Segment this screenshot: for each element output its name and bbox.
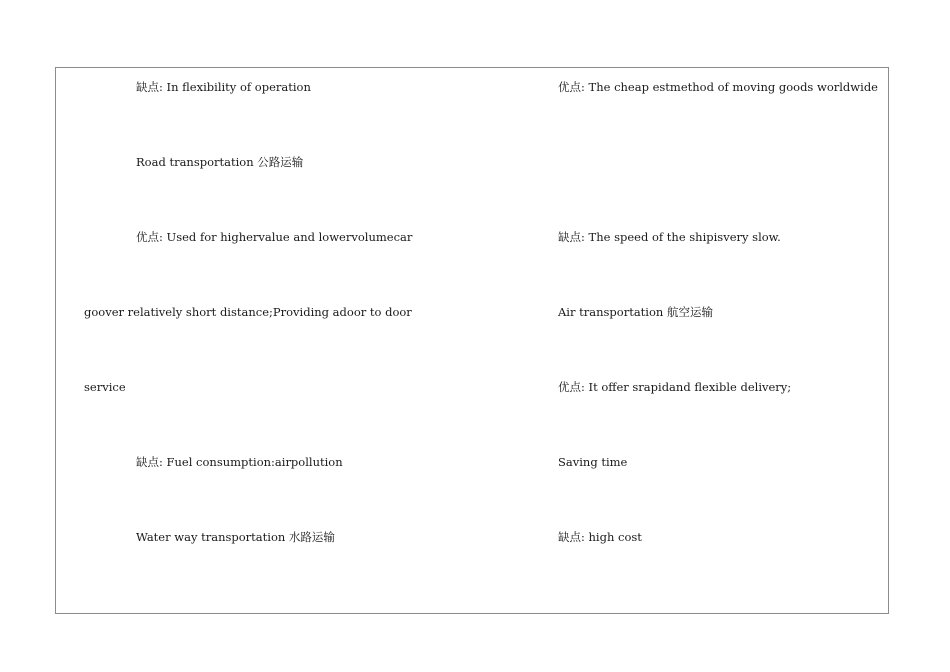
left-line-road-transportation: Road transportation 公路运输: [136, 155, 304, 169]
left-line-advantage-road: 优点: Used for highervalue and lowervolumecar: [136, 230, 413, 244]
left-line-disadvantage-1: 缺点: In flexibility of operation: [136, 80, 311, 94]
right-line-air-transportation: Air transportation 航空运输: [558, 305, 713, 319]
right-line-disadvantage-water: 缺点: The speed of the shipisvery slow.: [558, 230, 781, 244]
left-line-advantage-road-cont: goover relatively short distance;Providing adoor to door: [84, 305, 412, 319]
right-line-advantage-water: 优点: The cheap estmethod of moving goods worldwide: [558, 80, 878, 94]
right-line-advantage-air: 优点: It offer srapidand flexible delivery;: [558, 380, 792, 394]
left-line-advantage-road-end: service: [84, 380, 126, 394]
right-line-disadvantage-air: 缺点: high cost: [558, 530, 642, 544]
right-line-advantage-air-cont: Saving time: [558, 455, 628, 469]
left-line-water-transportation: Water way transportation 水路运输: [136, 530, 335, 544]
left-line-disadvantage-road: 缺点: Fuel consumption:airpollution: [136, 455, 343, 469]
